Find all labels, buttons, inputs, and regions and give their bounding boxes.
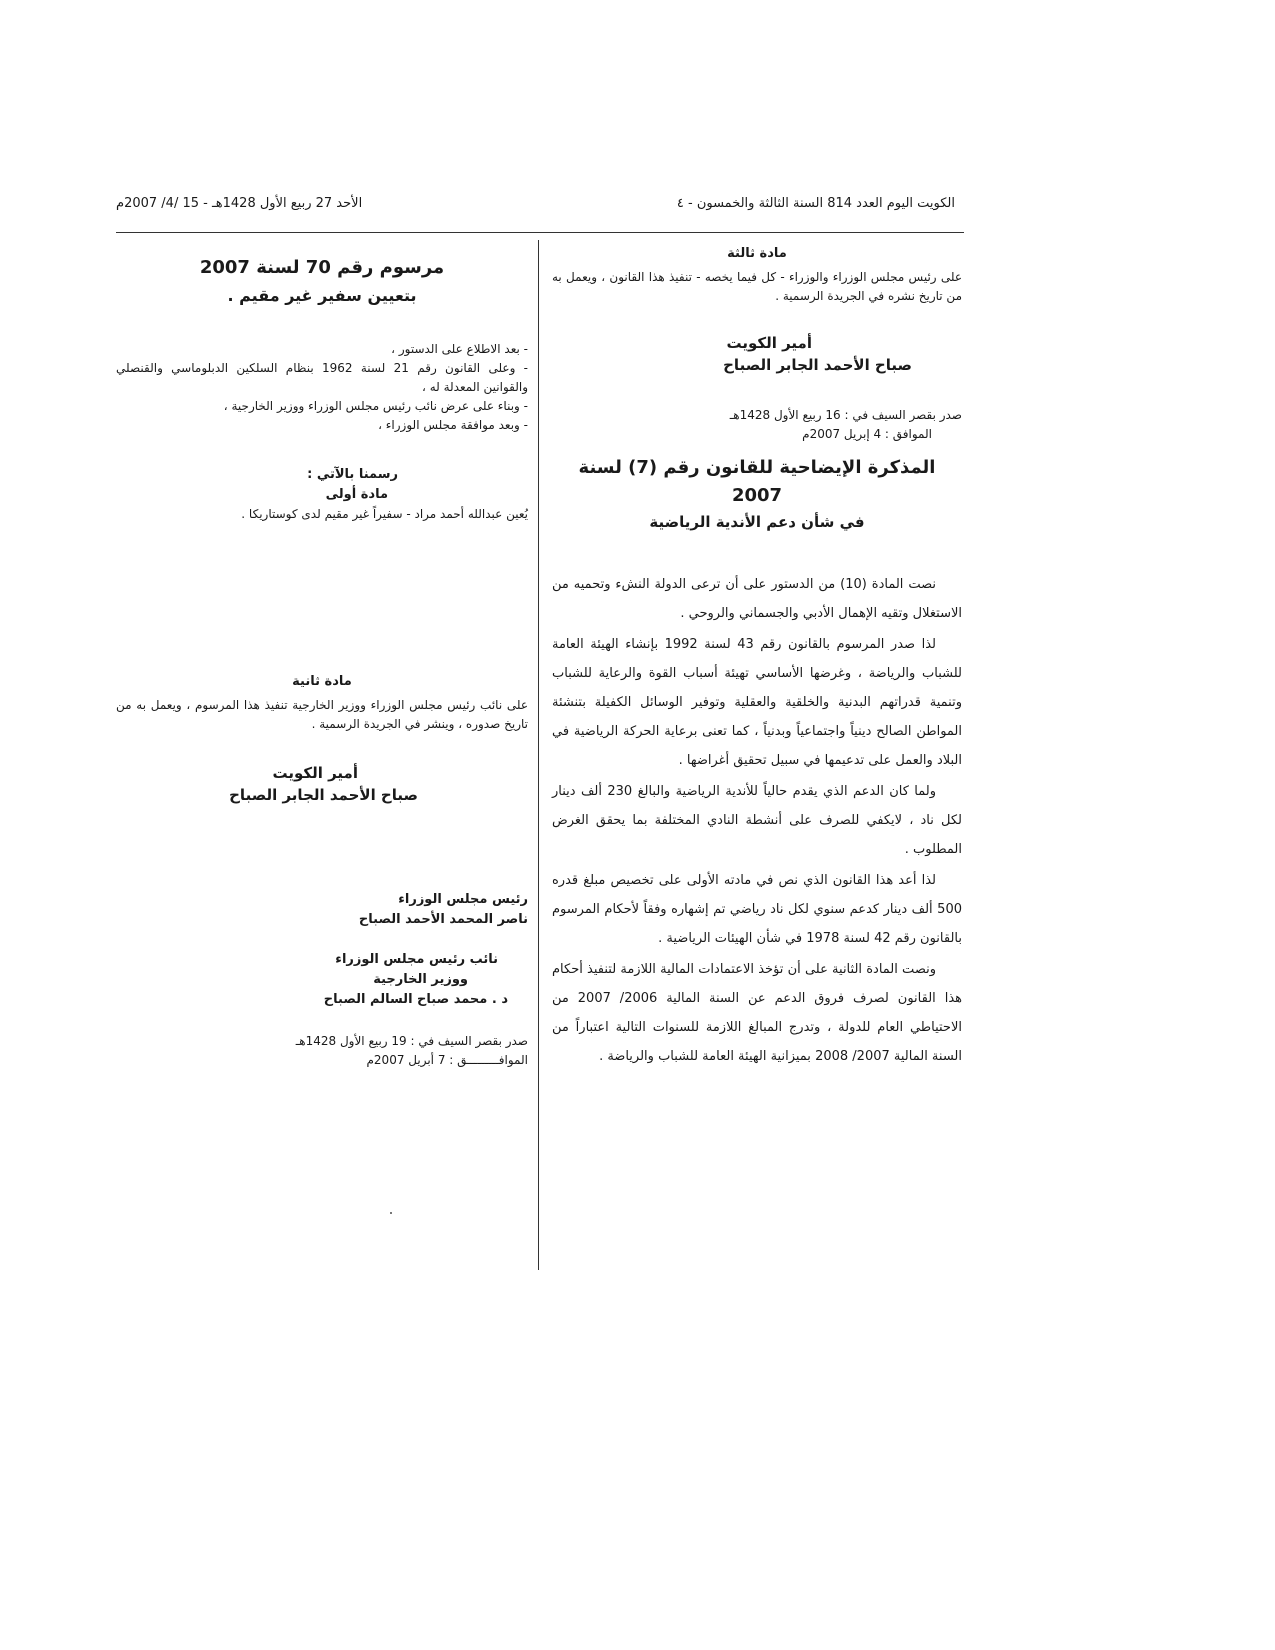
memo-paragraph-4: لذا أعد هذا القانون الذي نص في مادته الأولى على تخصيص مبلغ قدره 500 ألف دينار كدعم سنوي لكل ناد رياضي تم إشهاره وفقاً لأحكام المرسوم بالقانون رقم 42 لسنة 1978 في شأن الهيئات الرياضية .: [552, 873, 962, 946]
dpm-title: نائب رئيس مجلس الوزراء: [335, 952, 498, 967]
article2-title: مادة ثانية: [292, 674, 352, 689]
article3-text: على رئيس مجلس الوزراء والوزراء - كل فيما يخصه - تنفيذ هذا القانون ، ويعمل به من تاريخ نشره في الجريدة الرسمية .: [552, 270, 962, 303]
dpm-name: د . محمد صباح السالم الصباح: [323, 992, 508, 1007]
header-date: الأحد 27 ربيع الأول 1428هـ - 15 /4/ 2007م: [116, 196, 363, 211]
left-column: [116, 254, 528, 1070]
pm-name: ناصر المحمد الأحمد الصباح: [358, 912, 528, 927]
memo-paragraph-1: نصت المادة (10) من الدستور على أن ترعى الدولة النشء وتحميه من الاستغلال وتقيه الإهمال الأدبي والجسماني والروحي .: [552, 577, 962, 621]
issued-line-1: صدر بقصر السيف في : 16 ربيع الأول 1428هـ: [729, 408, 962, 422]
article1-text: يُعين عبدالله أحمد مراد - سفيراً غير مقيم لدى كوستاريكا .: [241, 507, 528, 521]
decree-subtitle: بتعيين سفير غير مقيم .: [227, 286, 417, 305]
preamble-4: - وبعد موافقة مجلس الوزراء ،: [378, 418, 528, 432]
preamble-3: - وبناء على عرض نائب رئيس مجلس الوزراء ووزير الخارجية ،: [223, 399, 528, 413]
left-issued-line-2: الموافـــــــــق : 7 أبريل 2007م: [366, 1053, 528, 1067]
preamble-2: - وعلى القانون رقم 21 لسنة 1962 بنظام السلكين الدبلوماسي والقنصلي والقوانين المعدلة له ،: [116, 361, 529, 394]
memo-paragraph-5: ونصت المادة الثانية على أن تؤخذ الاعتمادات المالية اللازمة لتنفيذ أحكام هذا القانون لصرف فروق الدعم عن السنة المالية 2006/ 2007 من الاحتياطي العام للدولة ، وتدرج المبالغ اللازمة للسنوات التالية اعتباراً من السنة المالية 2007/ 2008 بميزانية الهيئة العامة للشباب والرياضة .: [552, 962, 962, 1064]
memo-paragraph-2: لذا صدر المرسوم بالقانون رقم 43 لسنة 1992 بإنشاء الهيئة العامة للشباب والرياضة ، وغرضها الأساسي تهيئة أسباب القوة والرعاية للشباب وتنمية قدراتهم البدنية والخلقية والعقلية وتوفير الوسائل الكفيلة بتنشئة المواطن الصالح دينياً واجتماعياً وبدنياً ، كما تعنى برعاية الحركة الرياضية في البلاد والعمل على تدعيمها في سبيل تحقيق أغراضها .: [552, 637, 962, 768]
left-issued-line-1: صدر بقصر السيف في : 19 ربيع الأول 1428هـ: [295, 1034, 528, 1048]
memo-title: المذكرة الإيضاحية للقانون رقم (7) لسنة 2007: [578, 457, 936, 506]
decreed-label: رسمنا بالآتي :: [307, 467, 398, 482]
article1-title: مادة أولى: [325, 487, 388, 502]
scan-speck: [390, 1212, 392, 1214]
article2-text: على نائب رئيس مجلس الوزراء ووزير الخارجية تنفيذ هذا المرسوم ، ويعمل به من تاريخ صدوره ، وينشر في الجريدة الرسمية .: [116, 698, 528, 731]
memo-subtitle: في شأن دعم الأندية الرياضية: [649, 513, 865, 531]
pm-title: رئيس مجلس الوزراء: [398, 892, 528, 907]
right-column: [552, 244, 962, 1073]
dpm-title-2: ووزير الخارجية: [373, 972, 468, 987]
left-emir-name: صباح الأحمد الجابر الصباح: [229, 786, 418, 804]
issued-line-2: الموافق : 4 إبريل 2007م: [802, 427, 932, 441]
preamble-1: - بعد الاطلاع على الدستور ،: [391, 342, 528, 356]
left-emir-title: أمير الكويت: [272, 764, 358, 782]
article3-title: مادة ثالثة: [727, 246, 787, 261]
emir-title: أمير الكويت: [726, 334, 812, 352]
memo-paragraph-3: ولما كان الدعم الذي يقدم حالياً للأندية الرياضية والبالغ 230 ألف دينار لكل ناد ، لايكفي للصرف على أنشطة النادي المختلفة بما يحقق الغرض المطلوب .: [552, 784, 962, 857]
header-issue-info: الكويت اليوم العدد 814 السنة الثالثة والخمسون - ٤: [676, 196, 955, 211]
decree-title: مرسوم رقم 70 لسنة 2007: [199, 257, 445, 278]
emir-name: صباح الأحمد الجابر الصباح: [723, 356, 912, 374]
header-rule: [116, 232, 964, 233]
column-divider: [538, 240, 539, 1270]
